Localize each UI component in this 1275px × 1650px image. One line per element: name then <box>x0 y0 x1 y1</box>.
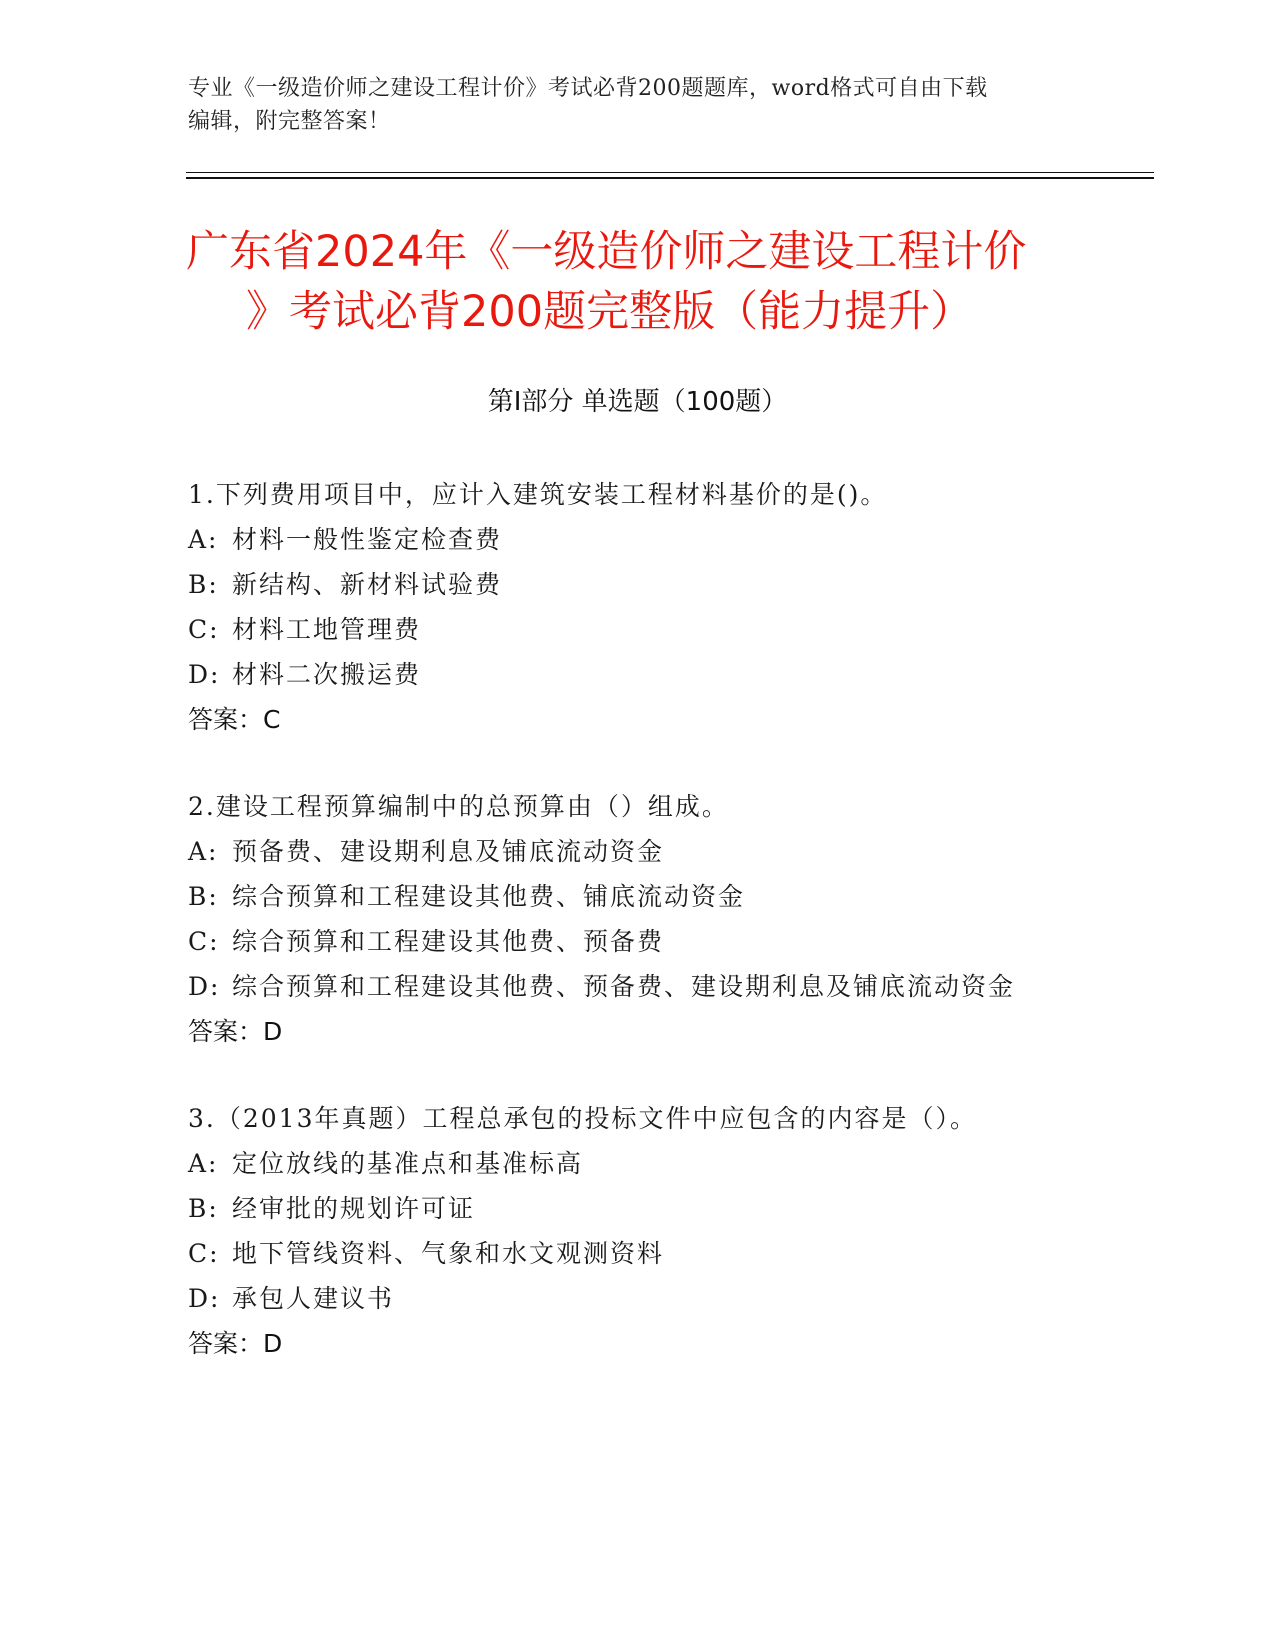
option-letter: B: <box>188 570 219 599</box>
option-letter: C: <box>188 927 220 956</box>
header-note-line-2: 编辑，附完整答案！ <box>188 109 391 134</box>
document-title-line-1: 广东省2024年《一级造价师之建设工程计价 <box>186 227 1027 277</box>
option-text: 经审批的规划许可证 <box>232 1194 476 1223</box>
option-letter: D: <box>188 660 221 689</box>
option-text: 承包人建议书 <box>232 1284 395 1313</box>
question-3 <box>188 1096 1148 1366</box>
option-a <box>188 517 1148 562</box>
option-letter: A: <box>188 525 219 554</box>
option-text: 综合预算和工程建设其他费、预备费 <box>232 927 665 956</box>
option-text: 材料一般性鉴定检查费 <box>232 525 503 554</box>
header-note-line-1: 专业《一级造价师之建设工程计价》考试必背200题题库，word格式可自由下载 <box>188 76 988 101</box>
option-letter: B: <box>188 1194 219 1223</box>
option-letter: A: <box>188 837 219 866</box>
section-title: 第Ⅰ部分 单选题（100题） <box>487 387 788 417</box>
header-divider-thin <box>186 172 1154 173</box>
option-text: 材料工地管理费 <box>232 615 422 644</box>
option-letter: A: <box>188 1149 219 1178</box>
question-stem: 3.（2013年真题）工程总承包的投标文件中应包含的内容是（）。 <box>188 1104 977 1133</box>
option-text: 新结构、新材料试验费 <box>232 570 503 599</box>
answer: 答案：D <box>188 1017 283 1046</box>
option-letter: C: <box>188 1239 220 1268</box>
question-stem: 1.下列费用项目中，应计入建筑安装工程材料基价的是()。 <box>188 480 888 509</box>
option-c <box>188 1231 1148 1276</box>
option-text: 综合预算和工程建设其他费、铺底流动资金 <box>232 882 746 911</box>
option-letter: D: <box>188 1284 221 1313</box>
option-d <box>188 964 1148 1009</box>
option-b <box>188 874 1148 919</box>
question-1 <box>188 472 1148 742</box>
option-text: 综合预算和工程建设其他费、预备费、建设期利息及铺底流动资金 <box>232 972 1016 1001</box>
answer: 答案：C <box>188 705 281 734</box>
answer: 答案：D <box>188 1329 283 1358</box>
option-c <box>188 607 1148 652</box>
document-title <box>186 222 1086 342</box>
option-b <box>188 1186 1148 1231</box>
option-letter: D: <box>188 972 221 1001</box>
option-c <box>188 919 1148 964</box>
question-2 <box>188 784 1148 1054</box>
option-text: 地下管线资料、气象和水文观测资料 <box>232 1239 665 1268</box>
header-divider-thick <box>186 177 1154 179</box>
header-note <box>188 72 1088 138</box>
option-text: 材料二次搬运费 <box>232 660 422 689</box>
option-b <box>188 562 1148 607</box>
option-d <box>188 652 1148 697</box>
option-d <box>188 1276 1148 1321</box>
option-a <box>188 829 1148 874</box>
option-a <box>188 1141 1148 1186</box>
question-list <box>188 472 1148 1408</box>
option-letter: C: <box>188 615 220 644</box>
option-text: 定位放线的基准点和基准标高 <box>232 1149 584 1178</box>
document-title-line-2: 》考试必背200题完整版（能力提升） <box>246 287 974 337</box>
option-text: 预备费、建设期利息及铺底流动资金 <box>232 837 665 866</box>
question-stem: 2.建设工程预算编制中的总预算由（）组成。 <box>188 792 729 821</box>
option-letter: B: <box>188 882 219 911</box>
